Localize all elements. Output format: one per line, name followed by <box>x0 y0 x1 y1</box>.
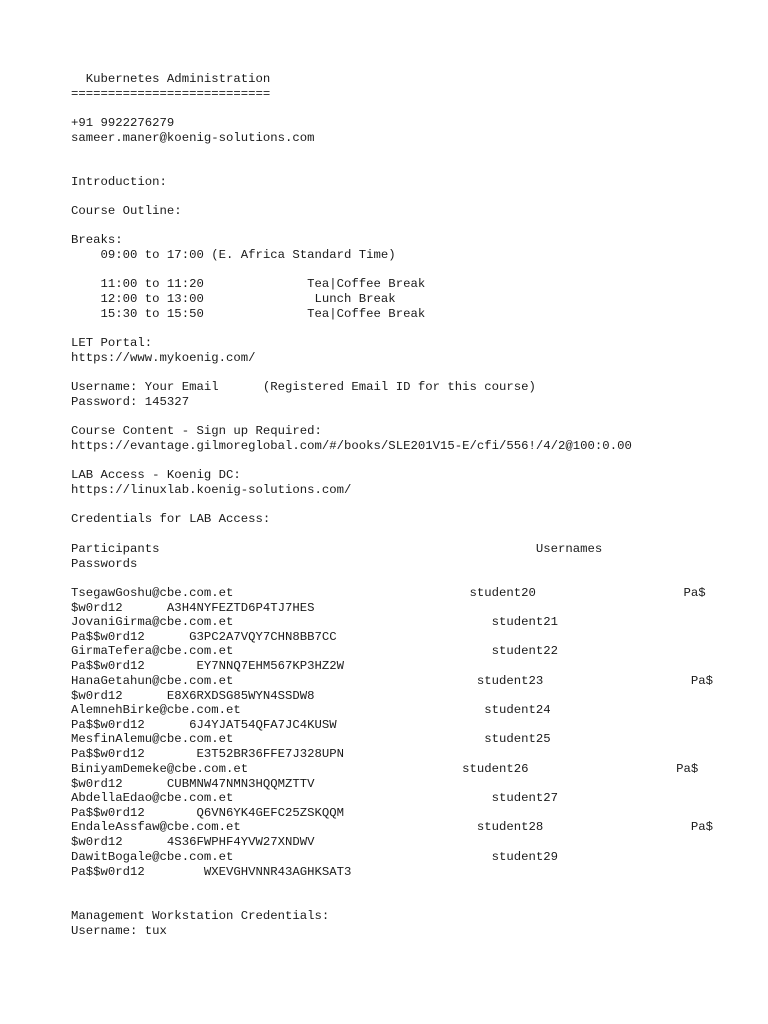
table-row-cont: Pa$$w0rd12 E3T52BR36FFE7J328UPN <box>71 747 345 761</box>
table-row-cont: $w0rd12 E8X6RXDSG85WYN4SSDW8 <box>71 689 315 703</box>
let-portal-heading: LET Portal: <box>71 336 153 350</box>
table-row-cont: Pa$$w0rd12 Q6VN6YK4GEFC25ZSKQQM <box>71 806 345 820</box>
table-header: Participants Usernames <box>71 542 603 556</box>
course-outline-heading: Course Outline: <box>71 204 182 218</box>
table-row: HanaGetahun@cbe.com.et student23 Pa$ <box>71 674 714 688</box>
table-row: DawitBogale@cbe.com.et student29 <box>71 850 559 864</box>
breaks-heading: Breaks: <box>71 233 123 247</box>
table-row-cont: $w0rd12 A3H4NYFEZTD6P4TJ7HES <box>71 601 315 615</box>
phone: +91 9922276279 <box>71 116 175 130</box>
workstation-heading: Management Workstation Credentials: <box>71 909 330 923</box>
table-row: TsegawGoshu@cbe.com.et student20 Pa$ <box>71 586 706 600</box>
table-row: AlemnehBirke@cbe.com.et student24 <box>71 703 551 717</box>
lab-access-url: https://linuxlab.koenig-solutions.com/ <box>71 483 352 497</box>
title: Kubernetes Administration <box>71 72 271 86</box>
break-2: 12:00 to 13:00 Lunch Break <box>71 292 396 306</box>
table-row: AbdellaEdao@cbe.com.et student27 <box>71 791 559 805</box>
table-row: GirmaTefera@cbe.com.et student22 <box>71 644 559 658</box>
table-header-cont: Passwords <box>71 557 138 571</box>
table-row: MesfinAlemu@cbe.com.et student25 <box>71 732 551 746</box>
email: sameer.maner@koenig-solutions.com <box>71 131 315 145</box>
table-row: JovaniGirma@cbe.com.et student21 <box>71 615 559 629</box>
table-row-cont: Pa$$w0rd12 6J4YJAT54QFA7JC4KUSW <box>71 718 337 732</box>
table-row: EndaleAssfaw@cbe.com.et student28 Pa$ <box>71 820 714 834</box>
table-row-cont: $w0rd12 4S36FWPHF4YVW27XNDWV <box>71 835 315 849</box>
workstation-username: Username: tux <box>71 924 167 938</box>
table-row-cont: Pa$$w0rd12 WXEVGHVNNR43AGHKSAT3 <box>71 865 352 879</box>
password-line: Password: 145327 <box>71 395 190 409</box>
table-row: BiniyamDemeke@cbe.com.et student26 Pa$ <box>71 762 699 776</box>
break-1: 11:00 to 11:20 Tea|Coffee Break <box>71 277 426 291</box>
introduction-heading: Introduction: <box>71 175 167 189</box>
break-3: 15:30 to 15:50 Tea|Coffee Break <box>71 307 426 321</box>
let-portal-url: https://www.mykoenig.com/ <box>71 351 256 365</box>
breaks-hours: 09:00 to 17:00 (E. Africa Standard Time) <box>71 248 396 262</box>
table-row-cont: $w0rd12 CUBMNW47NMN3HQQMZTTV <box>71 777 315 791</box>
username-line: Username: Your Email (Registered Email ID for this course) <box>71 380 536 394</box>
course-content-url: https://evantage.gilmoreglobal.com/#/books/SLE201V15-E/cfi/556!/4/2@100:0.00 <box>71 439 632 453</box>
lab-credentials-heading: Credentials for LAB Access: <box>71 512 271 526</box>
course-content-heading: Course Content - Sign up Required: <box>71 424 322 438</box>
table-row-cont: Pa$$w0rd12 EY7NNQ7EHM567KP3HZ2W <box>71 659 345 673</box>
table-row-cont: Pa$$w0rd12 G3PC2A7VQY7CHN8BB7CC <box>71 630 337 644</box>
lab-access-heading: LAB Access - Koenig DC: <box>71 468 241 482</box>
title-underline: =========================== <box>71 87 271 101</box>
